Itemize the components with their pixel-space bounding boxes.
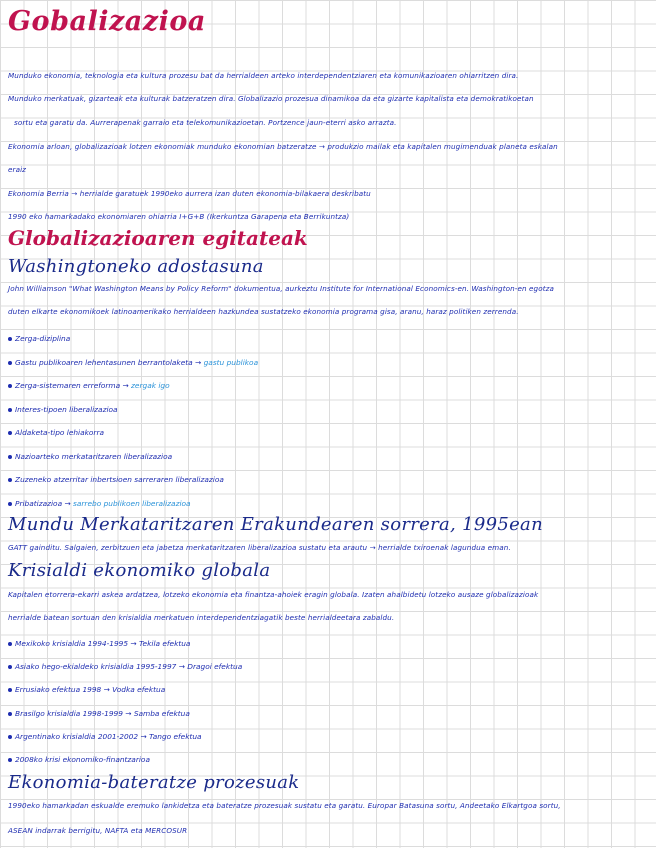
- bullet-dot-icon: [8, 408, 12, 412]
- bullet-dot-icon: [8, 735, 12, 739]
- crisis-bullet-text: Mexikoko krisialdia 1994-1995 → Tekila efektua: [15, 639, 191, 648]
- intro-line-3: sortu eta garatu da. Aurrerapenak garraio eta telekomunikazioetan. Portzence jaun-eterri asko arrazta.: [14, 118, 397, 127]
- wto-title: Mundu Merkataritzaren Erakundearen sorrera, 1995ean: [8, 514, 543, 535]
- washington-bullet-highlight: sarrebo publikoen liberalizazioa: [73, 498, 191, 508]
- washington-bullet-text: Interes-tipoen liberalizazioa: [15, 404, 118, 414]
- washington-bullet-highlight: zergak igo: [131, 381, 170, 390]
- washington-bullet-text: Zerga-sistemaren erreforma →: [15, 381, 129, 390]
- section-title-causes: Globalizazioaren egitateak: [8, 226, 308, 250]
- bullet-dot-icon: [8, 712, 12, 716]
- washington-bullet-item: [8, 358, 258, 367]
- bullet-dot-icon: [8, 758, 12, 762]
- bullet-dot-icon: [8, 361, 12, 365]
- washington-bullet-item: [8, 428, 104, 437]
- washington-line-1: John Williamson "What Washington Means by Policy Reform" dokumentua, aurkeztu Institute for International Economics-en. Washington-en egotza: [8, 284, 555, 293]
- crisis-title: Krisialdi ekonomiko globala: [8, 560, 271, 581]
- crisis-bullet-text: 2008ko krisi ekonomiko-finantzarioa: [15, 755, 150, 764]
- integration-line-2: ASEAN indarrak berrigitu, NAFTA eta MERCOSUR: [8, 826, 188, 835]
- bullet-dot-icon: [8, 337, 12, 341]
- washington-bullet-item: [8, 475, 224, 484]
- crisis-bullet-item: [8, 755, 150, 764]
- washington-bullet-item: [8, 452, 172, 461]
- washington-bullet-text: Zuzeneko atzerritar inbertsioen sarreraren liberalizazioa: [15, 475, 224, 484]
- bullet-dot-icon: [8, 688, 12, 692]
- crisis-line-2: herrialde batean sortuan den krisialdia merkatuen interdependentziagatik beste herrialdeetara zabaldu.: [8, 613, 395, 622]
- crisis-line-1: Kapitalen etorrera-ekarri askea ardatzea, lotzeko ekonomia eta finantza-ahoiek eragin globala. Izaten ahalbidetu lotzeko ausaze globalizazioak: [8, 590, 539, 599]
- intro-line-4: Ekonomia arloan, globalizazioak lotzen ekonomiak munduko ekonomian batzeratze → produkzio mailak eta kapitalen mugimenduak planeta eskalan: [8, 142, 558, 151]
- crisis-bullet-item: [8, 709, 190, 718]
- washington-bullet-highlight: gastu publikoa: [203, 357, 259, 367]
- bullet-dot-icon: [8, 431, 12, 435]
- crisis-bullet-item: [8, 662, 242, 671]
- intro-line-2: Munduko merkatuak, gizarteak eta kulturak batzeratzen dira. Globalizazio prozesua dinamikoa da eta gizarte kapitalista eta demokratikoetan: [8, 94, 534, 103]
- crisis-bullet-text: Asiako hego-ekialdeko krisialdia 1995-1997 → Dragoi efektua: [15, 662, 243, 672]
- integration-line-1: 1990eko hamarkadan eskualde eremuko lankidetza eta bateratze prozesuak sustatu eta garatu. Europar Batasuna sortu, Andeetako Elkartgoa sortu,: [8, 801, 561, 810]
- washington-title: Washingtoneko adostasuna: [8, 256, 264, 277]
- crisis-bullet-item: [8, 732, 202, 741]
- washington-bullet-item: [8, 334, 70, 343]
- page-title: Gobalizazioa: [8, 6, 206, 37]
- bullet-dot-icon: [8, 478, 12, 482]
- washington-bullet-text: Zerga-diziplina: [15, 334, 71, 343]
- crisis-bullet-item: [8, 639, 190, 648]
- crisis-bullet-text: Errusiako efektua 1998 → Vodka efektua: [15, 685, 166, 695]
- bullet-dot-icon: [8, 502, 12, 506]
- integration-title: Ekonomia-bateratze prozesuak: [8, 772, 300, 793]
- intro-line-5: eraiz: [8, 165, 27, 174]
- washington-bullet-text: Nazioarteko merkataritzaren liberalizazioa: [15, 451, 173, 461]
- wto-line-1: GATT gainditu. Salgaien, zerbitzuen eta jabetza merkataritzaren liberalizazioa sustatu eta arautu → herrialde txiroenak lagundua eman.: [8, 543, 511, 552]
- bullet-dot-icon: [8, 384, 12, 388]
- bullet-dot-icon: [8, 642, 12, 646]
- crisis-bullet-text: Brasilgo krisialdia 1998-1999 → Samba efektua: [15, 708, 190, 718]
- bullet-dot-icon: [8, 455, 12, 459]
- intro-line-1: Munduko ekonomia, teknologia eta kultura prozesu bat da herrialdeen arteko interdependentziaren eta komunikazioaren ohiarritzen dira.: [8, 71, 519, 80]
- washington-bullet-text: Aldaketa-tipo lehiakorra: [15, 428, 105, 437]
- bullet-dot-icon: [8, 665, 12, 669]
- intro-line-6: Ekonomia Berria → herrialde garatuek 1990eko aurrera izan duten ekonomia-bilakaera deskribatu: [8, 189, 371, 198]
- washington-bullet-item: [8, 381, 170, 390]
- washington-bullet-item: [8, 499, 191, 508]
- washington-bullet-text: Gastu publikoaren lehentasunen berrantolaketa →: [15, 357, 202, 367]
- washington-bullet-text: Pribatizazioa →: [15, 498, 71, 508]
- intro-line-7: 1990 eko hamarkadako ekonomiaren ohiarria I+G+B (Ikerkuntza Garapena eta Berrikuntza): [8, 212, 350, 221]
- washington-line-2: duten elkarte ekonomikoek latinoamerikako herrialdeen hazkundea sustatzeko ekonomia programa gisa, aranu, haraz politiken zerrenda.: [8, 307, 519, 316]
- crisis-bullet-text: Argentinako krisialdia 2001-2002 → Tango efektua: [15, 731, 202, 741]
- washington-bullet-item: [8, 405, 118, 414]
- crisis-bullet-item: [8, 685, 165, 694]
